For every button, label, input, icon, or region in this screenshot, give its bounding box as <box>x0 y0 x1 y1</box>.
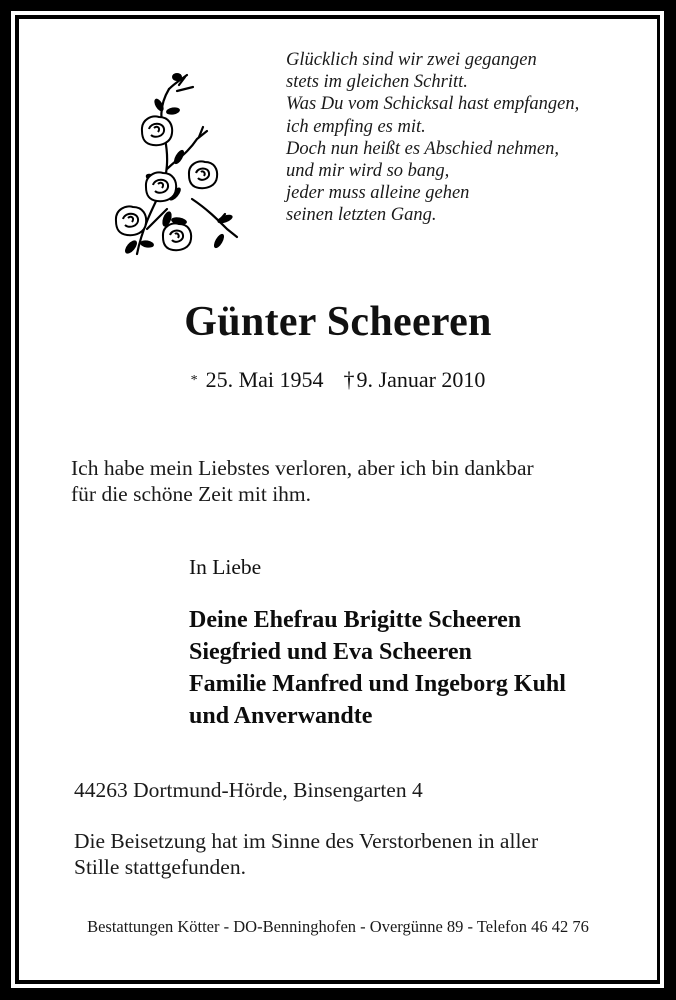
personal-message <box>71 455 631 507</box>
birth-star-icon: * <box>190 373 198 388</box>
poem-line: Doch nun heißt es Abschied nehmen, <box>286 138 559 159</box>
address: 44263 Dortmund-Hörde, Binsengarten 4 <box>74 778 423 802</box>
burial-note-line: Stille stattgefunden. <box>74 855 246 879</box>
obituary-notice <box>19 19 657 980</box>
message-line: Ich habe mein Liebstes verloren, aber ich bin dankbar <box>71 456 534 480</box>
mourner-line: Familie Manfred und Ingeborg Kuhl <box>189 671 566 697</box>
mourner-line: und Anverwandte <box>189 703 373 729</box>
poem-line: stets im gleichen Schritt. <box>286 72 468 93</box>
mourner-line: Deine Ehefrau Brigitte Scheeren <box>189 607 522 633</box>
poem-line: Glücklich sind wir zwei gegangen <box>286 50 537 70</box>
mourners-list <box>189 604 566 732</box>
mourner-line: Siegfried und Eva Scheeren <box>189 639 472 665</box>
death-cross-icon: † <box>343 367 355 392</box>
message-line: für die schöne Zeit mit ihm. <box>71 482 312 506</box>
poem-line: und mir wird so bang, <box>286 161 450 182</box>
funeral-home-footer: Bestattungen Kötter - DO-Benninghofen - Overgünne 89 - Telefon 46 42 76 <box>87 917 589 936</box>
poem-line: Was Du vom Schicksal hast empfangen, <box>286 94 580 115</box>
poem <box>286 49 626 227</box>
burial-note-line: Die Beisetzung hat im Sinne des Verstorbenen in aller <box>74 829 539 853</box>
life-dates <box>19 367 657 393</box>
poem-line: ich empfing es mit. <box>286 116 426 137</box>
deceased-name: Günter Scheeren <box>184 299 492 345</box>
poem-line: jeder muss alleine gehen <box>286 183 470 204</box>
burial-note <box>74 828 634 880</box>
birth-date: 25. Mai 1954 <box>205 367 324 392</box>
closing-phrase: In Liebe <box>189 555 262 579</box>
death-date: 9. Januar 2010 <box>356 367 486 392</box>
roses-illustration-icon <box>107 69 247 259</box>
poem-line: seinen letzten Gang. <box>286 205 437 226</box>
